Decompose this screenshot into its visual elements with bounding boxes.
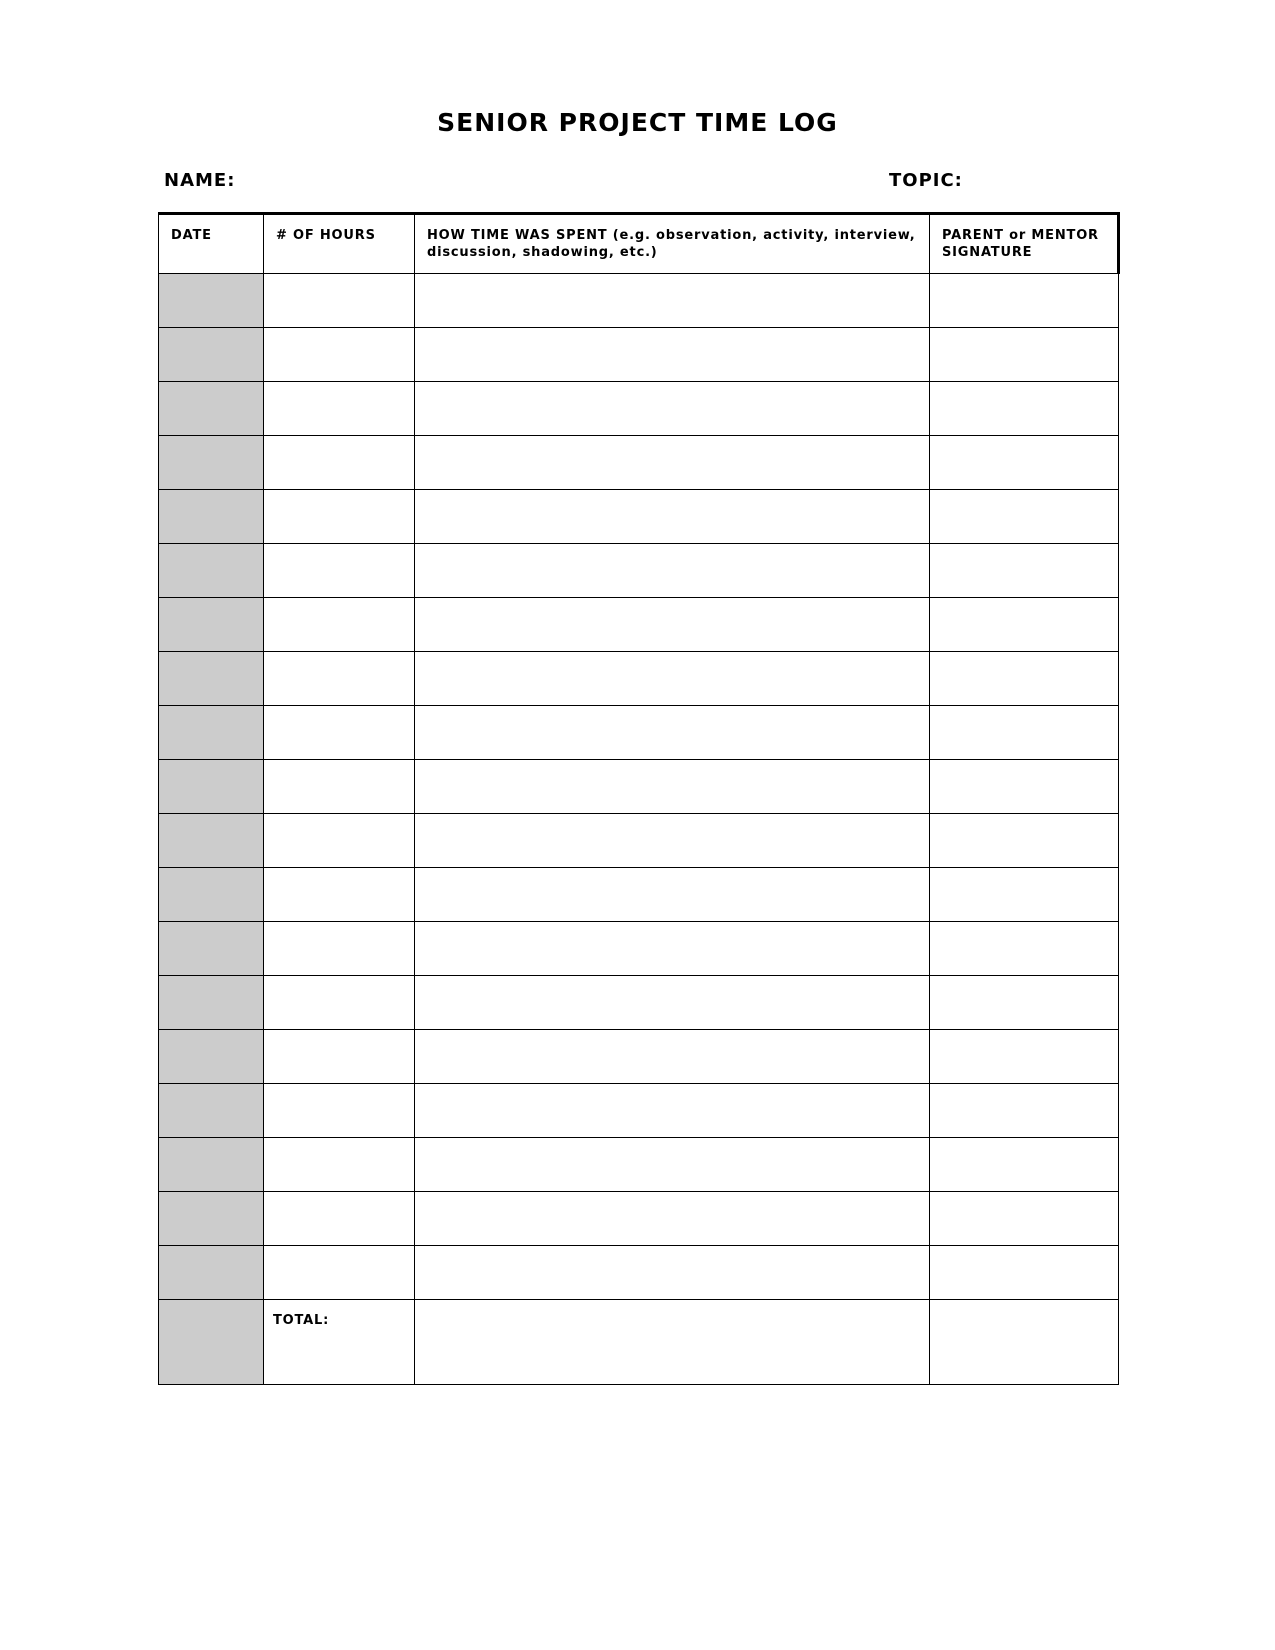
log-row bbox=[159, 760, 1119, 814]
log-row bbox=[159, 706, 1119, 760]
hours-cell[interactable] bbox=[264, 760, 415, 814]
name-field-label: NAME: bbox=[164, 170, 236, 191]
date-cell[interactable] bbox=[159, 274, 264, 328]
how-time-spent-cell[interactable] bbox=[415, 1030, 930, 1084]
log-row bbox=[159, 274, 1119, 328]
how-time-spent-cell[interactable] bbox=[415, 922, 930, 976]
total-signature-cell[interactable] bbox=[930, 1300, 1119, 1385]
total-label: TOTAL: bbox=[273, 1313, 330, 1328]
header-hours: # OF HOURS bbox=[264, 214, 415, 274]
hours-cell[interactable] bbox=[264, 1030, 415, 1084]
signature-cell[interactable] bbox=[930, 868, 1119, 922]
hours-cell[interactable] bbox=[264, 706, 415, 760]
signature-cell[interactable] bbox=[930, 544, 1119, 598]
header-signature: PARENT or MENTOR SIGNATURE bbox=[930, 214, 1119, 274]
how-time-spent-cell[interactable] bbox=[415, 652, 930, 706]
how-time-spent-cell[interactable] bbox=[415, 382, 930, 436]
log-row bbox=[159, 598, 1119, 652]
total-date-cell[interactable] bbox=[159, 1300, 264, 1385]
log-row bbox=[159, 436, 1119, 490]
signature-cell[interactable] bbox=[930, 976, 1119, 1030]
date-cell[interactable] bbox=[159, 652, 264, 706]
how-time-spent-cell[interactable] bbox=[415, 706, 930, 760]
hours-cell[interactable] bbox=[264, 382, 415, 436]
date-cell[interactable] bbox=[159, 1084, 264, 1138]
hours-cell[interactable] bbox=[264, 922, 415, 976]
hours-cell[interactable] bbox=[264, 976, 415, 1030]
total-how-time-spent-cell[interactable] bbox=[415, 1300, 930, 1385]
date-cell[interactable] bbox=[159, 1192, 264, 1246]
signature-cell[interactable] bbox=[930, 436, 1119, 490]
signature-cell[interactable] bbox=[930, 922, 1119, 976]
hours-cell[interactable] bbox=[264, 868, 415, 922]
hours-cell[interactable] bbox=[264, 1246, 415, 1300]
how-time-spent-cell[interactable] bbox=[415, 1138, 930, 1192]
hours-cell[interactable] bbox=[264, 814, 415, 868]
how-time-spent-cell[interactable] bbox=[415, 490, 930, 544]
signature-cell[interactable] bbox=[930, 1246, 1119, 1300]
log-row bbox=[159, 1030, 1119, 1084]
signature-cell[interactable] bbox=[930, 814, 1119, 868]
signature-cell[interactable] bbox=[930, 490, 1119, 544]
signature-cell[interactable] bbox=[930, 1192, 1119, 1246]
date-cell[interactable] bbox=[159, 922, 264, 976]
hours-cell[interactable] bbox=[264, 436, 415, 490]
date-cell[interactable] bbox=[159, 382, 264, 436]
signature-cell[interactable] bbox=[930, 652, 1119, 706]
log-row bbox=[159, 544, 1119, 598]
how-time-spent-cell[interactable] bbox=[415, 328, 930, 382]
how-time-spent-cell[interactable] bbox=[415, 544, 930, 598]
log-row bbox=[159, 868, 1119, 922]
log-row bbox=[159, 976, 1119, 1030]
hours-cell[interactable] bbox=[264, 328, 415, 382]
log-row bbox=[159, 490, 1119, 544]
header-row bbox=[159, 214, 1119, 274]
signature-cell[interactable] bbox=[930, 760, 1119, 814]
date-cell[interactable] bbox=[159, 328, 264, 382]
hours-cell[interactable] bbox=[264, 274, 415, 328]
date-cell[interactable] bbox=[159, 436, 264, 490]
signature-cell[interactable] bbox=[930, 328, 1119, 382]
hours-cell[interactable] bbox=[264, 490, 415, 544]
log-row bbox=[159, 1138, 1119, 1192]
date-cell[interactable] bbox=[159, 706, 264, 760]
page-title: SENIOR PROJECT TIME LOG bbox=[437, 108, 838, 137]
log-row bbox=[159, 1246, 1119, 1300]
header-how-time-was-spent: HOW TIME WAS SPENT (e.g. observation, activity, interview, discussion, shadowing, etc.) bbox=[415, 214, 930, 274]
date-cell[interactable] bbox=[159, 598, 264, 652]
date-cell[interactable] bbox=[159, 976, 264, 1030]
how-time-spent-cell[interactable] bbox=[415, 976, 930, 1030]
date-cell[interactable] bbox=[159, 490, 264, 544]
signature-cell[interactable] bbox=[930, 382, 1119, 436]
how-time-spent-cell[interactable] bbox=[415, 868, 930, 922]
date-cell[interactable] bbox=[159, 1030, 264, 1084]
log-row bbox=[159, 1084, 1119, 1138]
signature-cell[interactable] bbox=[930, 706, 1119, 760]
how-time-spent-cell[interactable] bbox=[415, 814, 930, 868]
log-row bbox=[159, 328, 1119, 382]
hours-cell[interactable] bbox=[264, 598, 415, 652]
topic-field-label: TOPIC: bbox=[889, 170, 963, 191]
how-time-spent-cell[interactable] bbox=[415, 760, 930, 814]
log-row bbox=[159, 814, 1119, 868]
how-time-spent-cell[interactable] bbox=[415, 436, 930, 490]
signature-cell[interactable] bbox=[930, 1084, 1119, 1138]
total-hours-cell bbox=[264, 1300, 415, 1385]
log-row bbox=[159, 652, 1119, 706]
log-row bbox=[159, 922, 1119, 976]
how-time-spent-cell[interactable] bbox=[415, 1084, 930, 1138]
hours-cell[interactable] bbox=[264, 544, 415, 598]
hours-cell[interactable] bbox=[264, 1084, 415, 1138]
log-row bbox=[159, 1192, 1119, 1246]
hours-cell[interactable] bbox=[264, 652, 415, 706]
total-row bbox=[159, 1300, 1119, 1385]
log-row bbox=[159, 382, 1119, 436]
date-cell[interactable] bbox=[159, 868, 264, 922]
signature-cell[interactable] bbox=[930, 598, 1119, 652]
hours-cell[interactable] bbox=[264, 1138, 415, 1192]
date-cell[interactable] bbox=[159, 1246, 264, 1300]
date-cell[interactable] bbox=[159, 760, 264, 814]
signature-cell[interactable] bbox=[930, 274, 1119, 328]
how-time-spent-cell[interactable] bbox=[415, 1192, 930, 1246]
hours-cell[interactable] bbox=[264, 1192, 415, 1246]
header-date: DATE bbox=[159, 214, 264, 274]
signature-cell[interactable] bbox=[930, 1138, 1119, 1192]
how-time-spent-cell[interactable] bbox=[415, 274, 930, 328]
date-cell[interactable] bbox=[159, 814, 264, 868]
how-time-spent-cell[interactable] bbox=[415, 1246, 930, 1300]
signature-cell[interactable] bbox=[930, 1030, 1119, 1084]
time-log-table bbox=[158, 212, 1120, 1385]
date-cell[interactable] bbox=[159, 544, 264, 598]
how-time-spent-cell[interactable] bbox=[415, 598, 930, 652]
log-body bbox=[159, 274, 1119, 1385]
date-cell[interactable] bbox=[159, 1138, 264, 1192]
